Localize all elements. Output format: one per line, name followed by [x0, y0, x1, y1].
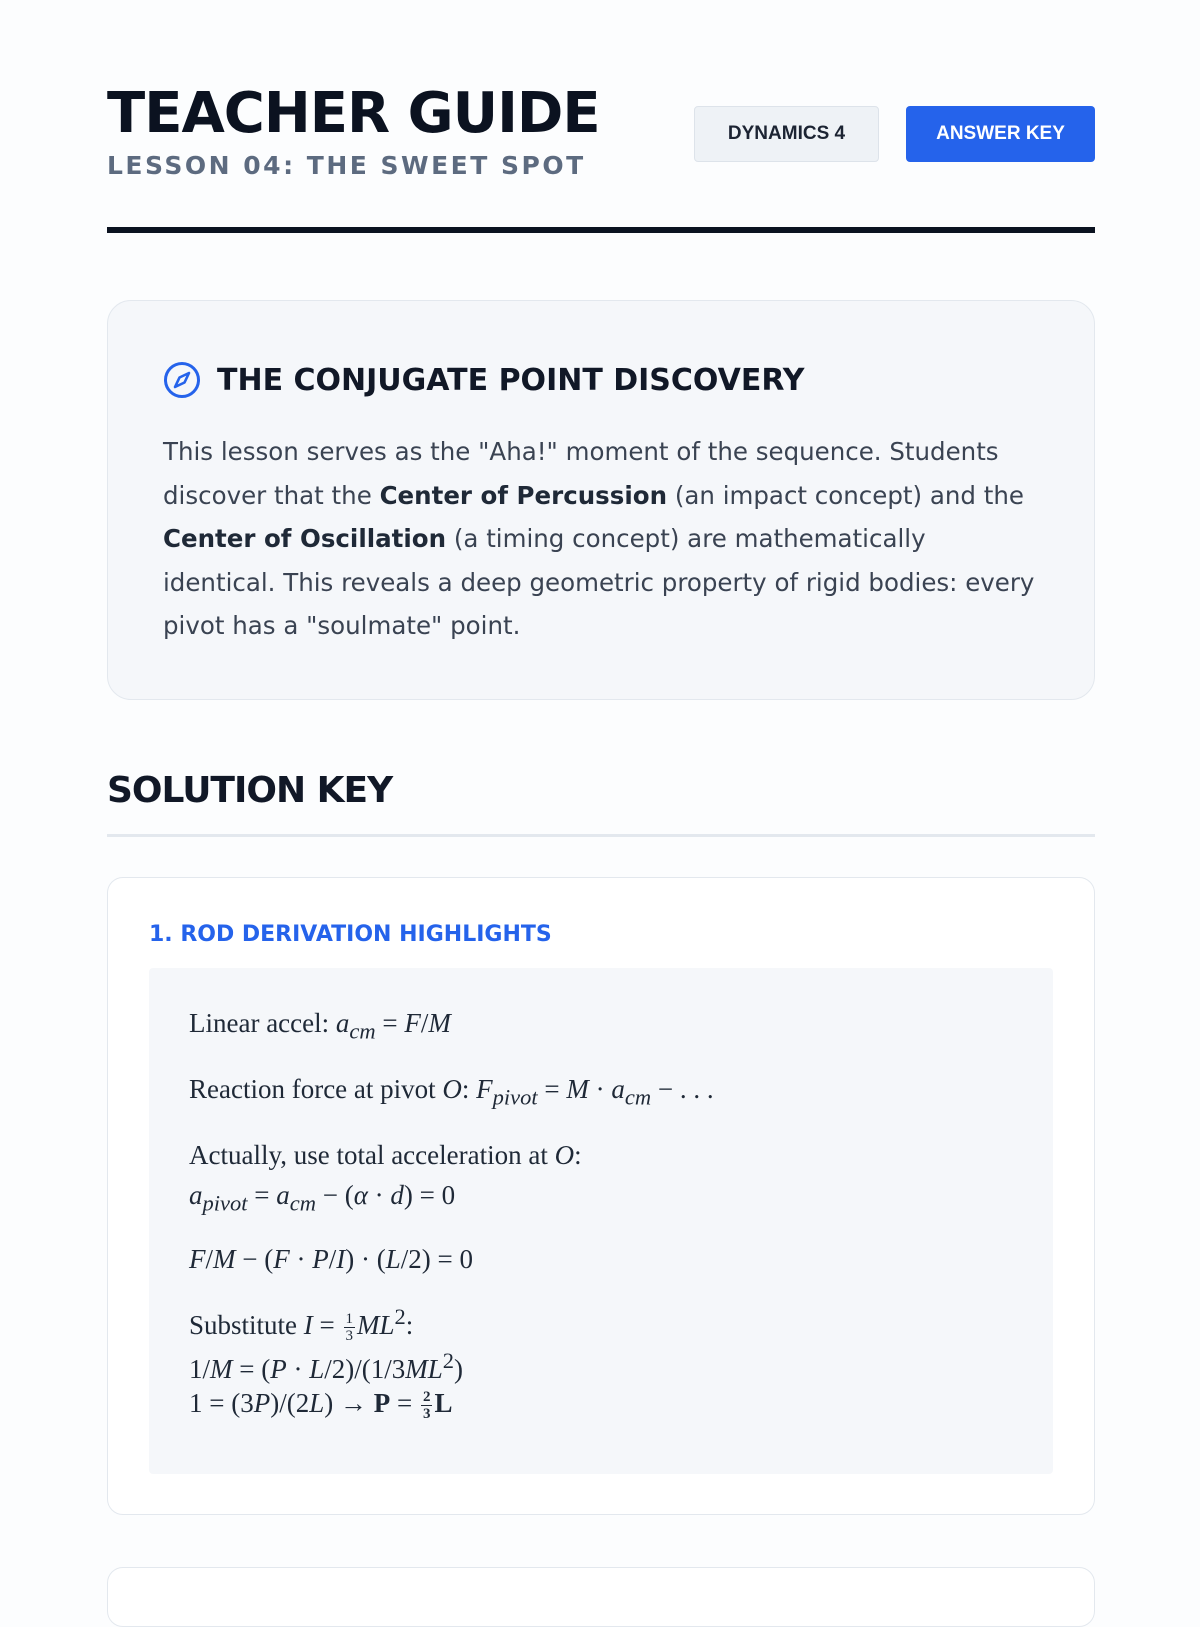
next-solution-card [107, 1567, 1095, 1627]
solution-divider [107, 834, 1095, 837]
equation-linear-accel: Linear accel: $a_{cm} = F/M$ [189, 1008, 451, 1044]
compass-icon [163, 361, 201, 399]
equation-force-balance: F/M − (F · P/I) · (L/2) = 0 [189, 1244, 473, 1274]
equation-substitute-inertia: Substitute I = $\frac{1}{3}$ $ML^2$: [189, 1304, 414, 1345]
overview-header [163, 361, 805, 399]
page-title: TEACHER GUIDE [107, 81, 600, 146]
overview-title: THE CONJUGATE POINT DISCOVERY [217, 362, 805, 398]
equation-result: 1 = (3P)/(2L) → P = $\frac{2}{3}$ L [189, 1388, 453, 1423]
overview-card [107, 300, 1095, 700]
derivation-math-block [149, 968, 1053, 1474]
lesson-subtitle: LESSON 04: THE SWEET SPOT [107, 151, 586, 180]
solution-key-title: SOLUTION KEY [107, 770, 393, 811]
module-badge: DYNAMICS 4 [694, 106, 879, 162]
equation-pivot-accel: $a_{pivot} = a_{cm} - (\alpha \cdot d) = 0$ [189, 1180, 456, 1216]
equation-simplify: $1/M = (P \cdot L/2)/(1/3ML^2)$ [189, 1348, 464, 1384]
term-center-of-oscillation: Center of Oscillation [163, 524, 447, 553]
answer-key-button[interactable]: ANSWER KEY [906, 106, 1095, 162]
page-header [107, 81, 1095, 234]
term-center-of-percussion: Center of Percussion [379, 480, 668, 510]
rod-derivation-heading: 1. ROD DERIVATION HIGHLIGHTS [149, 922, 552, 947]
rod-derivation-card [107, 877, 1095, 1515]
header-divider [107, 227, 1095, 233]
equation-reaction-force: Reaction force at pivot O: $F_{pivot} = M \cdot a_{cm}$ − . . . [189, 1074, 714, 1110]
equation-total-accel-label: Actually, use total acceleration at O: [189, 1140, 582, 1170]
overview-description: This lesson serves as the "Aha!" moment of the sequence. Students discover that the Center of Percussion (an impact concept) and the Center of Oscillation (a timing concept) are mathematically identical. This reveals a deep geometric property of rigid bodies: every pivot has a "soulmate" point. [163, 437, 1035, 640]
